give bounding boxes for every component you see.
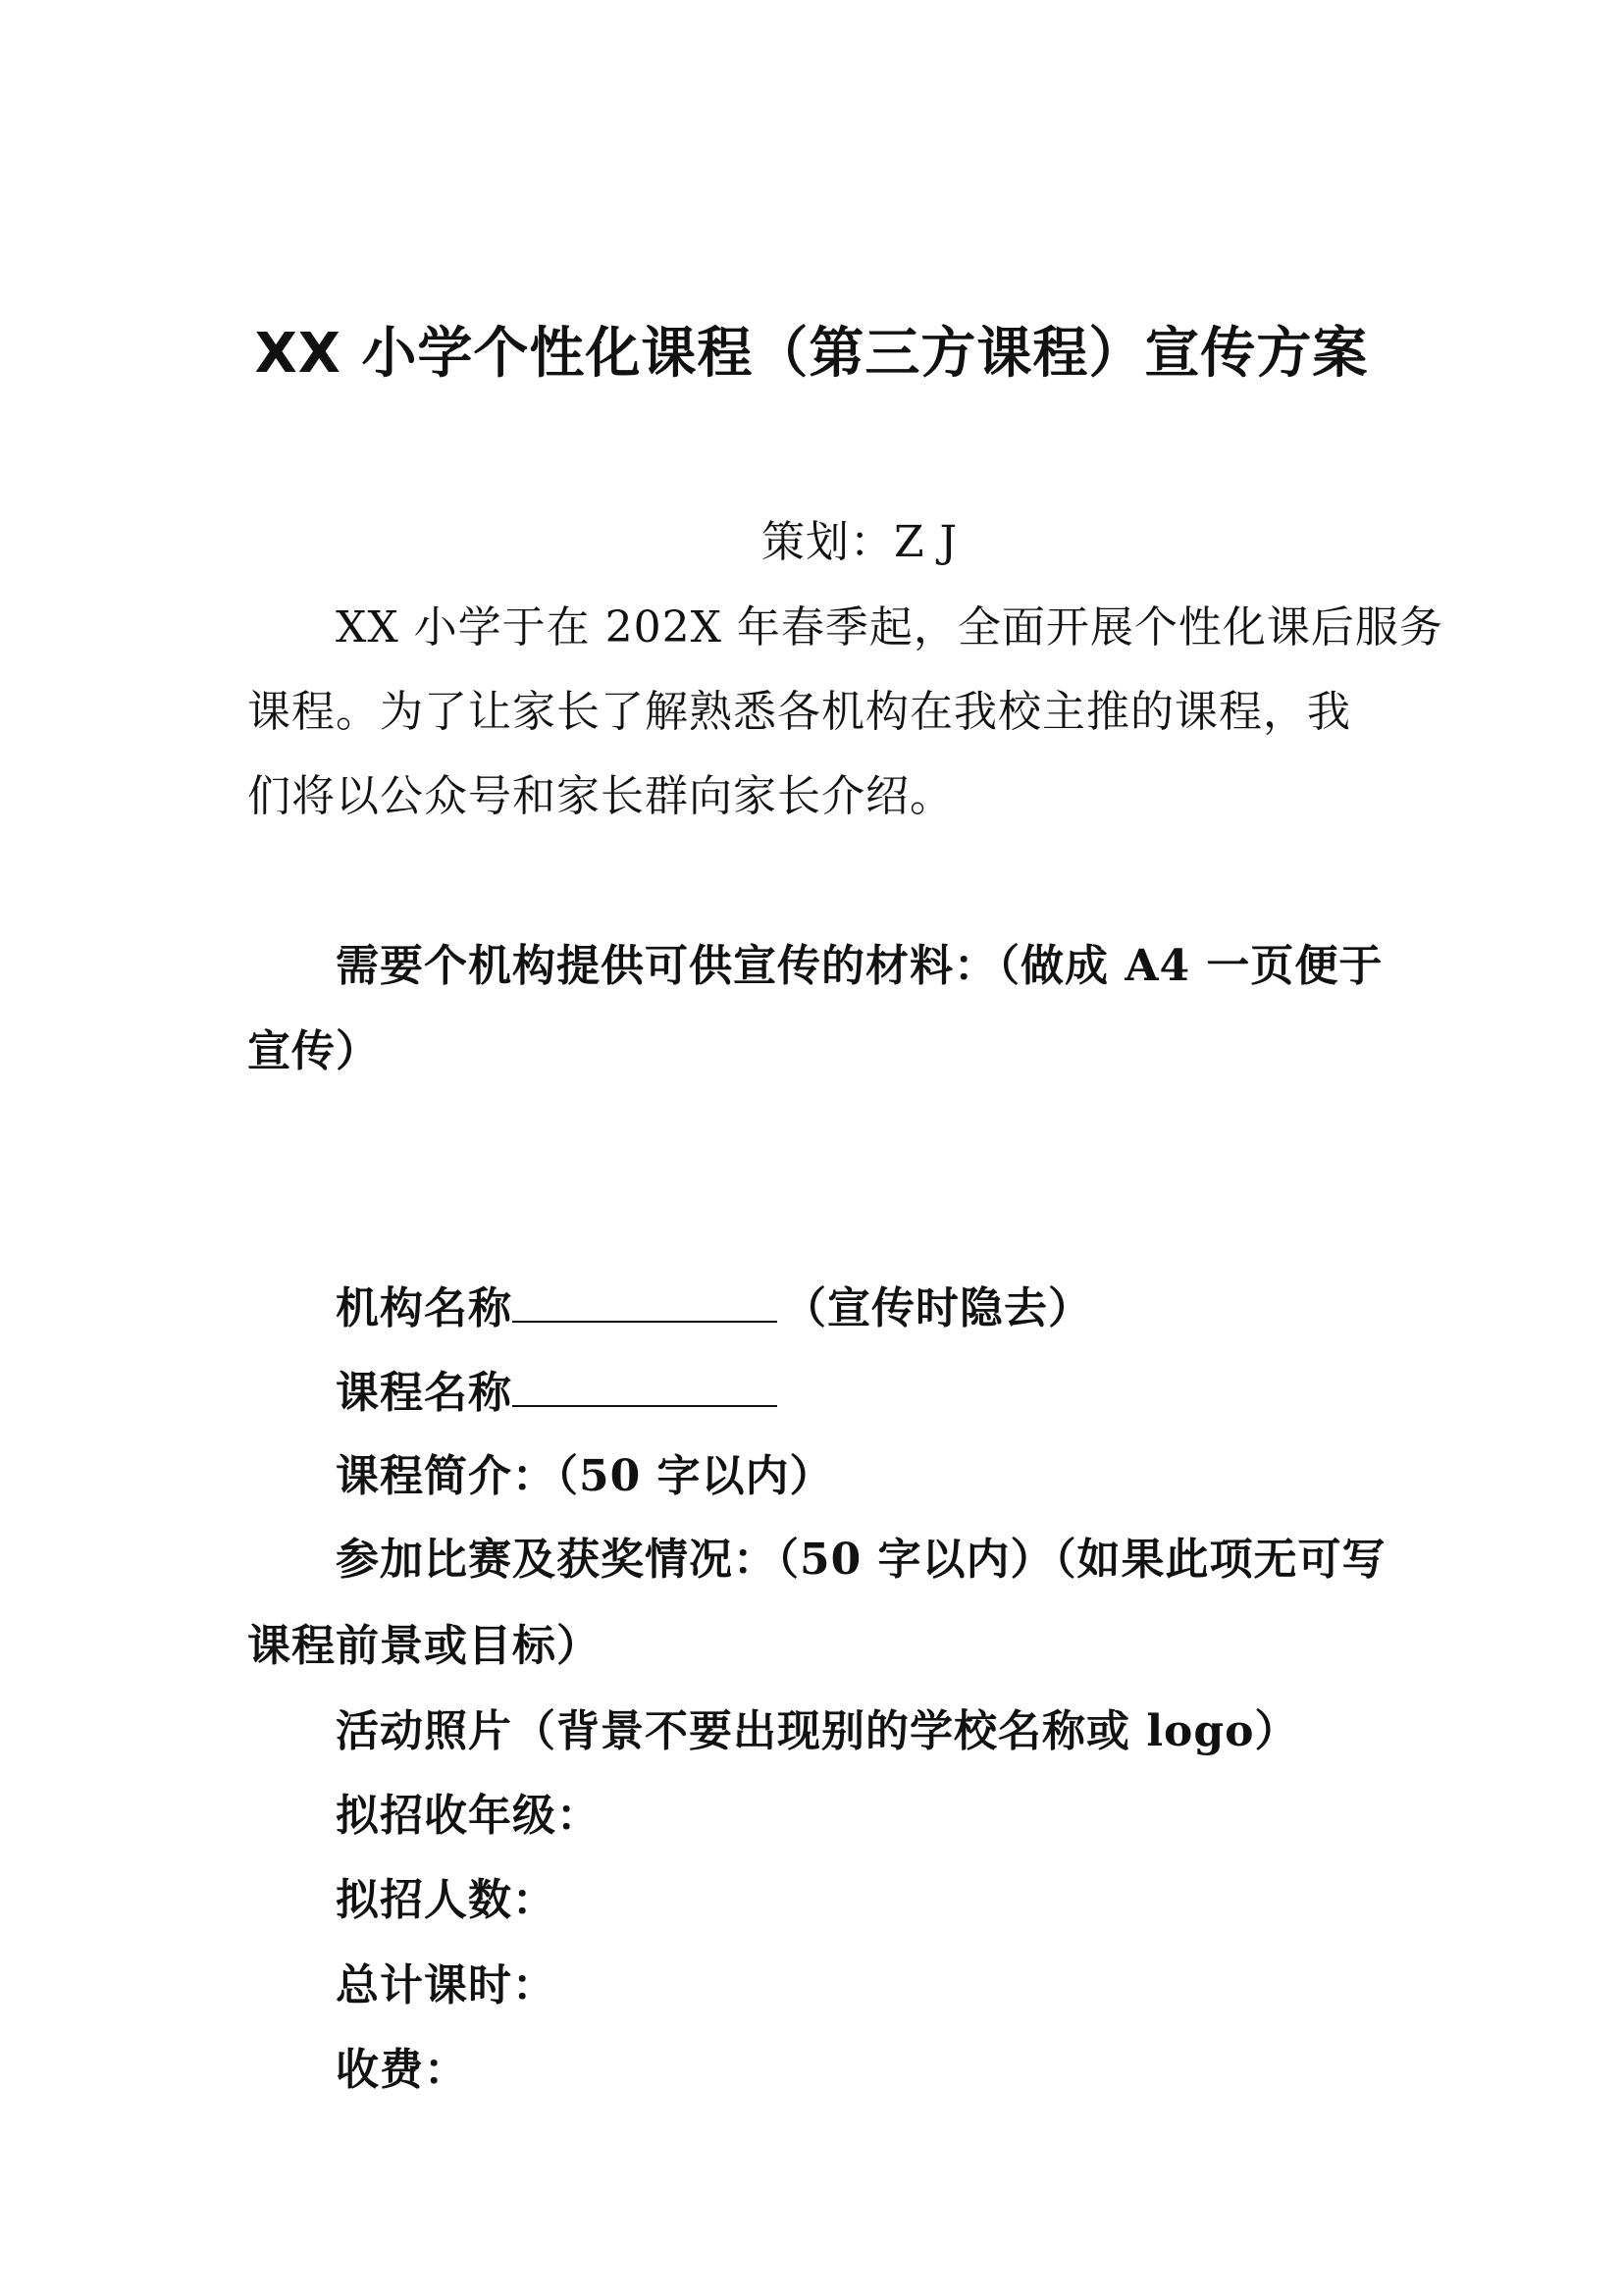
planner-line: 策划：Z J [761, 517, 959, 567]
requirement-line-1: 需要个机构提供可供宣传的材料：（做成 A4 一页便于 [336, 941, 1384, 991]
enrollment-field: 拟招人数： [336, 1875, 556, 1925]
course-intro-field: 课程简介：（50 字以内） [336, 1451, 834, 1501]
intro-line-2: 课程。为了让家长了解熟悉各机构在我校主推的课程，我 [247, 687, 1351, 737]
intro-line-3: 们将以公众号和家长群向家长介绍。 [247, 771, 954, 821]
course-name-field [336, 1362, 783, 1423]
org-name-label: 机构名称 [336, 1283, 512, 1333]
awards-line-2: 课程前景或目标） [247, 1621, 601, 1671]
requirement-line-2: 宣传） [247, 1026, 380, 1076]
course-name-blank [512, 1362, 777, 1407]
org-name-note: （宣传时隐去） [783, 1283, 1092, 1333]
awards-line-1: 参加比赛及获奖情况：（50 字以内）（如果此项无可写 [336, 1535, 1387, 1585]
org-name-blank [512, 1278, 777, 1323]
course-name-label: 课程名称 [336, 1368, 512, 1418]
fee-field: 收费： [336, 2045, 468, 2095]
org-name-field [336, 1278, 1092, 1338]
grade-field: 拟招收年级： [336, 1791, 601, 1841]
photos-field: 活动照片（背景不要出现别的学校名称或 logo） [336, 1706, 1299, 1756]
intro-line-1: XX 小学于在 202X 年春季起，全面开展个性化课后服务 [336, 602, 1443, 652]
total-hours-field: 总计课时： [336, 1960, 556, 2010]
document-title: XX 小学个性化课程（第三方课程）宣传方案 [254, 322, 1369, 386]
